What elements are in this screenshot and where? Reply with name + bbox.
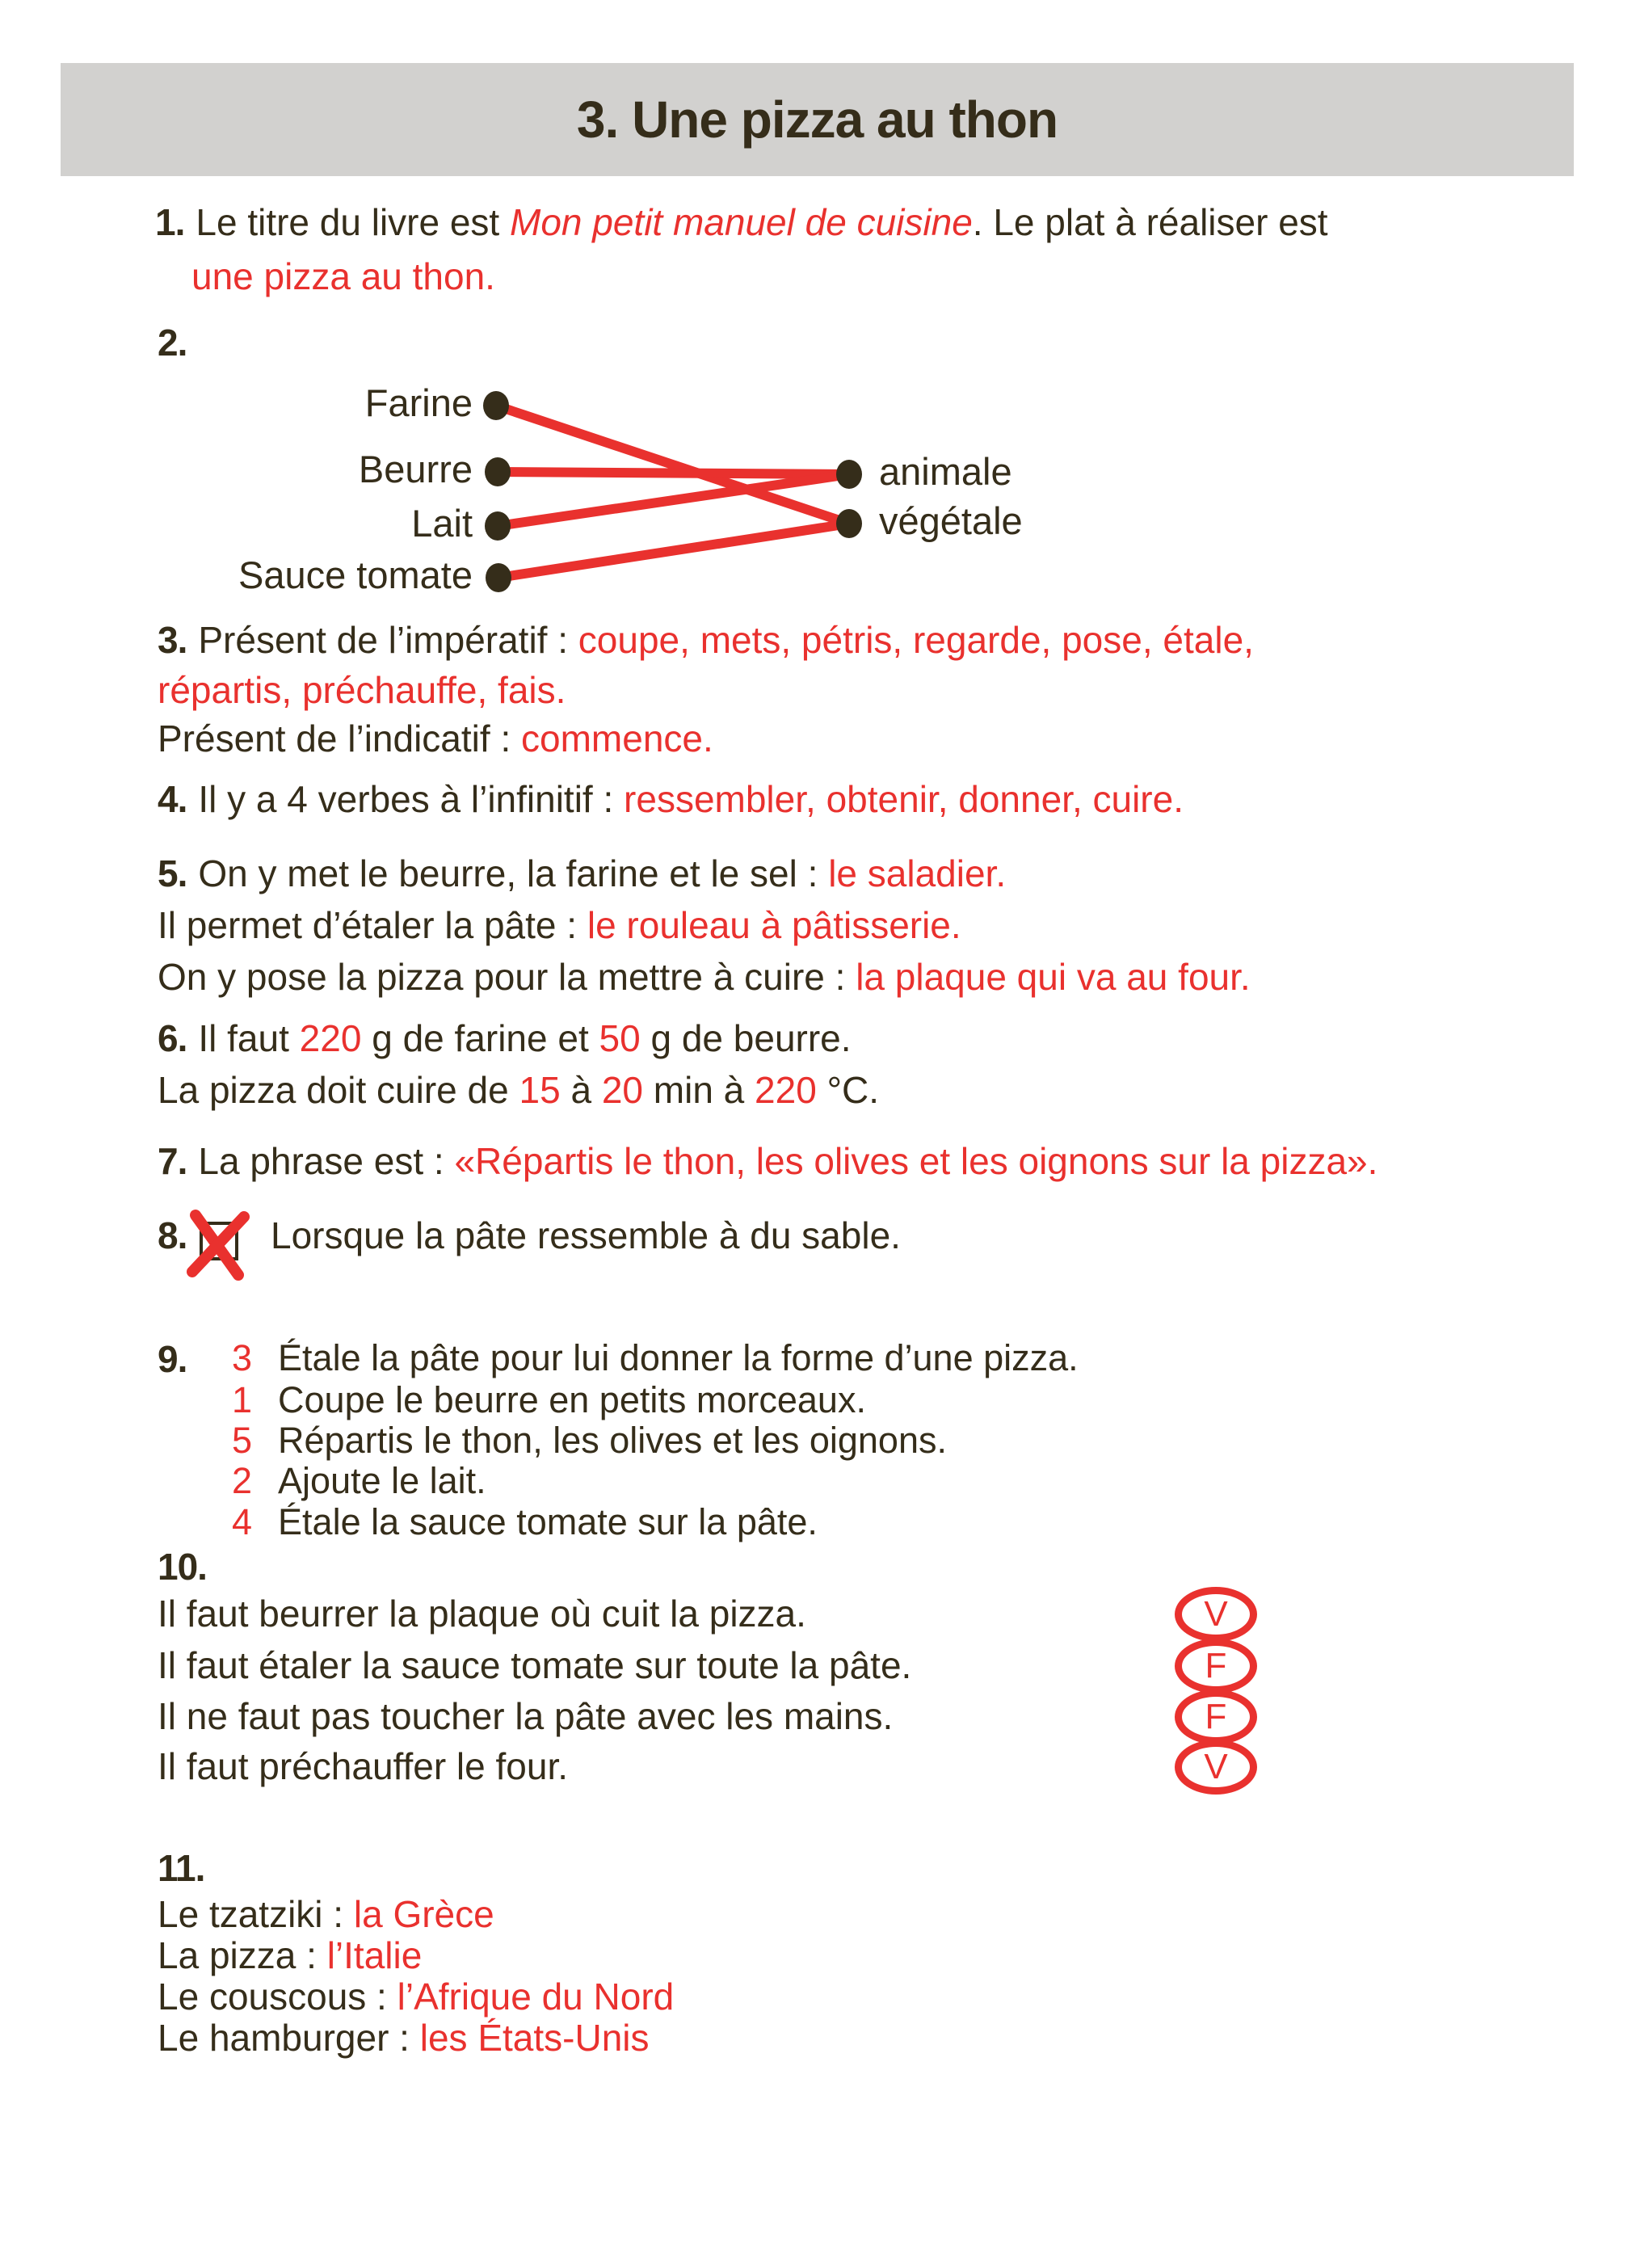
q5-row2-label: Il permet d’étaler la pâte : <box>158 904 587 946</box>
q6-l1-s2: g de farine et <box>361 1017 599 1059</box>
q7-answer: «Répartis le thon, les olives et les oignons sur la pizza». <box>454 1140 1378 1182</box>
q11-row3-label: Le couscous : <box>158 1976 397 2018</box>
q6-l1-answer-220: 220 <box>299 1017 362 1059</box>
q3-line2-answer: répartis, préchauffe, fais. <box>158 669 566 711</box>
q10-number: 10. <box>158 1546 207 1588</box>
q2-left-label-beurre: Beurre <box>358 448 473 490</box>
q5-line2 <box>158 903 961 947</box>
q2-right-label-animale: animale <box>879 450 1012 493</box>
q9-row4-text: Ajoute le lait. <box>278 1460 486 1501</box>
q10-row4-mark: V <box>1204 1747 1228 1786</box>
line-beurre-animale <box>498 472 849 474</box>
q9-row4-order: 2 <box>232 1460 253 1501</box>
line-sauce-tomate-vegetale <box>498 524 849 578</box>
q9-row5-order: 4 <box>232 1501 253 1542</box>
q9-row1-order: 3 <box>232 1337 253 1378</box>
q10-row3-mark: F <box>1205 1697 1227 1736</box>
q9-row1 <box>232 1337 1079 1379</box>
q8-checkbox-x-mark <box>179 1202 268 1291</box>
q6-line1 <box>158 1016 852 1060</box>
q9-row5-text: Étale la sauce tomate sur la pâte. <box>278 1501 818 1542</box>
q5-row3-label: On y pose la pizza pour la mettre à cuire : <box>158 956 856 998</box>
dot-vegetale <box>836 509 862 538</box>
q3-line3-answer: commence. <box>521 717 713 760</box>
q9-row3-order: 5 <box>232 1420 253 1461</box>
q3-line3 <box>158 717 713 760</box>
q9-row2 <box>232 1379 866 1421</box>
q6-l2-s0: La pizza doit cuire de <box>158 1069 519 1111</box>
q6-line2 <box>158 1068 879 1112</box>
q11-number: 11. <box>158 1847 205 1889</box>
dot-farine <box>483 391 509 420</box>
dot-beurre <box>485 457 511 486</box>
q10-row3-text: Il ne faut pas toucher la pâte avec les mains. <box>158 1695 894 1737</box>
q10-row1-mark-oval <box>1175 1587 1257 1642</box>
q6-l2-answer-20: 20 <box>601 1069 643 1111</box>
dot-sauce-tomate <box>486 563 511 592</box>
q2-left-label-farine: Farine <box>364 381 473 424</box>
q6-l1-answer-50: 50 <box>599 1017 641 1059</box>
dot-lait <box>485 511 511 541</box>
q11-row4-answer: les États-Unis <box>419 2017 650 2059</box>
q10-row2-mark: F <box>1205 1646 1227 1685</box>
q6-l2-answer-15: 15 <box>519 1069 561 1111</box>
q7-number: 7. <box>158 1140 187 1182</box>
q1-book-title: Mon petit manuel de cuisine <box>510 201 973 243</box>
q10-row4-text: Il faut préchauffer le four. <box>158 1745 569 1787</box>
q11-row3 <box>158 1975 674 2018</box>
q1-text-before: Le titre du livre est <box>196 201 510 243</box>
q11-row4-label: Le hamburger : <box>158 2017 420 2059</box>
q3-line1-label: Présent de l’impératif : <box>198 619 578 661</box>
q4-number: 4. <box>158 778 187 820</box>
q2-left-label-sauce-tomate: Sauce tomate <box>238 553 473 596</box>
q5-number: 5. <box>158 852 187 894</box>
q9-row3 <box>232 1420 947 1462</box>
q5-row1-label: On y met le beurre, la farine et le sel : <box>198 852 829 894</box>
q5-row1-answer: le saladier. <box>828 852 1007 894</box>
q1-line2 <box>191 255 495 298</box>
q9-row1-text: Étale la pâte pour lui donner la forme d’une pizza. <box>278 1337 1079 1378</box>
q4-label: Il y a 4 verbes à l’infinitif : <box>198 778 625 820</box>
q10-row1-text: Il faut beurrer la plaque où cuit la pizza. <box>158 1593 806 1635</box>
q1-answer: une pizza au thon. <box>191 255 495 297</box>
q10-row2-mark-oval <box>1175 1639 1257 1694</box>
q8-number: 8. <box>158 1214 187 1256</box>
q7-line <box>158 1139 1377 1183</box>
q10-row3-mark-oval <box>1175 1689 1257 1744</box>
q11-row1-answer: la Grèce <box>353 1893 494 1935</box>
q9-row4 <box>232 1460 486 1502</box>
dot-animale <box>836 460 862 489</box>
q6-l2-s2: à <box>560 1069 602 1111</box>
q5-row2-answer: le rouleau à pâtisserie. <box>587 904 961 946</box>
q6-number: 6. <box>158 1017 187 1059</box>
q6-l1-s0: Il faut <box>198 1017 300 1059</box>
q4-line <box>158 777 1184 821</box>
q6-l2-s6: °C. <box>816 1069 879 1111</box>
q1-text-after: . Le plat à réaliser est <box>972 201 1328 243</box>
q4-answer: ressembler, obtenir, donner, cuire. <box>624 778 1184 820</box>
q10-row1-mark: V <box>1204 1594 1228 1634</box>
q8-text: Lorsque la pâte ressemble à du sable. <box>271 1214 901 1256</box>
q3-line2 <box>158 668 566 712</box>
q2-number: 2. <box>158 322 187 364</box>
q2-matching-diagram <box>469 376 889 610</box>
q11-row1-label: Le tzatziki : <box>158 1893 354 1935</box>
q1-number: 1. <box>155 201 185 243</box>
q2-left-label-lait: Lait <box>411 502 473 545</box>
q3-line3-label: Présent de l’indicatif : <box>158 717 522 760</box>
line-lait-animale <box>498 474 849 526</box>
q11-row2 <box>158 1933 422 1977</box>
q10-row4-mark-oval <box>1175 1740 1257 1795</box>
q11-row2-answer: l’Italie <box>326 1934 423 1976</box>
q5-line1 <box>158 852 1006 895</box>
q9-row5 <box>232 1501 818 1543</box>
q9-row3-text: Répartis le thon, les olives et les oignons. <box>278 1420 947 1461</box>
q11-row3-answer: l’Afrique du Nord <box>397 1976 675 2018</box>
q5-row3-answer: la plaque qui va au four. <box>856 956 1251 998</box>
q11-row2-label: La pizza : <box>158 1934 327 1976</box>
q6-l1-s4: g de beurre. <box>640 1017 852 1059</box>
q6-l2-answer-220: 220 <box>755 1069 817 1111</box>
q11-row4 <box>158 2016 650 2060</box>
q11-row1 <box>158 1892 494 1936</box>
q9-row2-order: 1 <box>232 1379 253 1420</box>
q9-row2-text: Coupe le beurre en petits morceaux. <box>278 1379 866 1420</box>
q1-line1 <box>155 200 1328 244</box>
q3-line1-answer: coupe, mets, pétris, regarde, pose, étale, <box>578 619 1254 661</box>
q5-line3 <box>158 955 1251 999</box>
page-title: 3. Une pizza au thon <box>576 90 1058 149</box>
q2-right-label-vegetale: végétale <box>879 499 1023 542</box>
q3-line1 <box>158 618 1254 662</box>
q7-label: La phrase est : <box>198 1140 455 1182</box>
line-farine-vegetale <box>496 406 849 524</box>
q9-number: 9. <box>158 1338 187 1380</box>
q3-number: 3. <box>158 619 187 661</box>
title-bar <box>61 63 1574 176</box>
q6-l2-s4: min à <box>643 1069 755 1111</box>
q10-row2-text: Il faut étaler la sauce tomate sur toute la pâte. <box>158 1644 912 1686</box>
